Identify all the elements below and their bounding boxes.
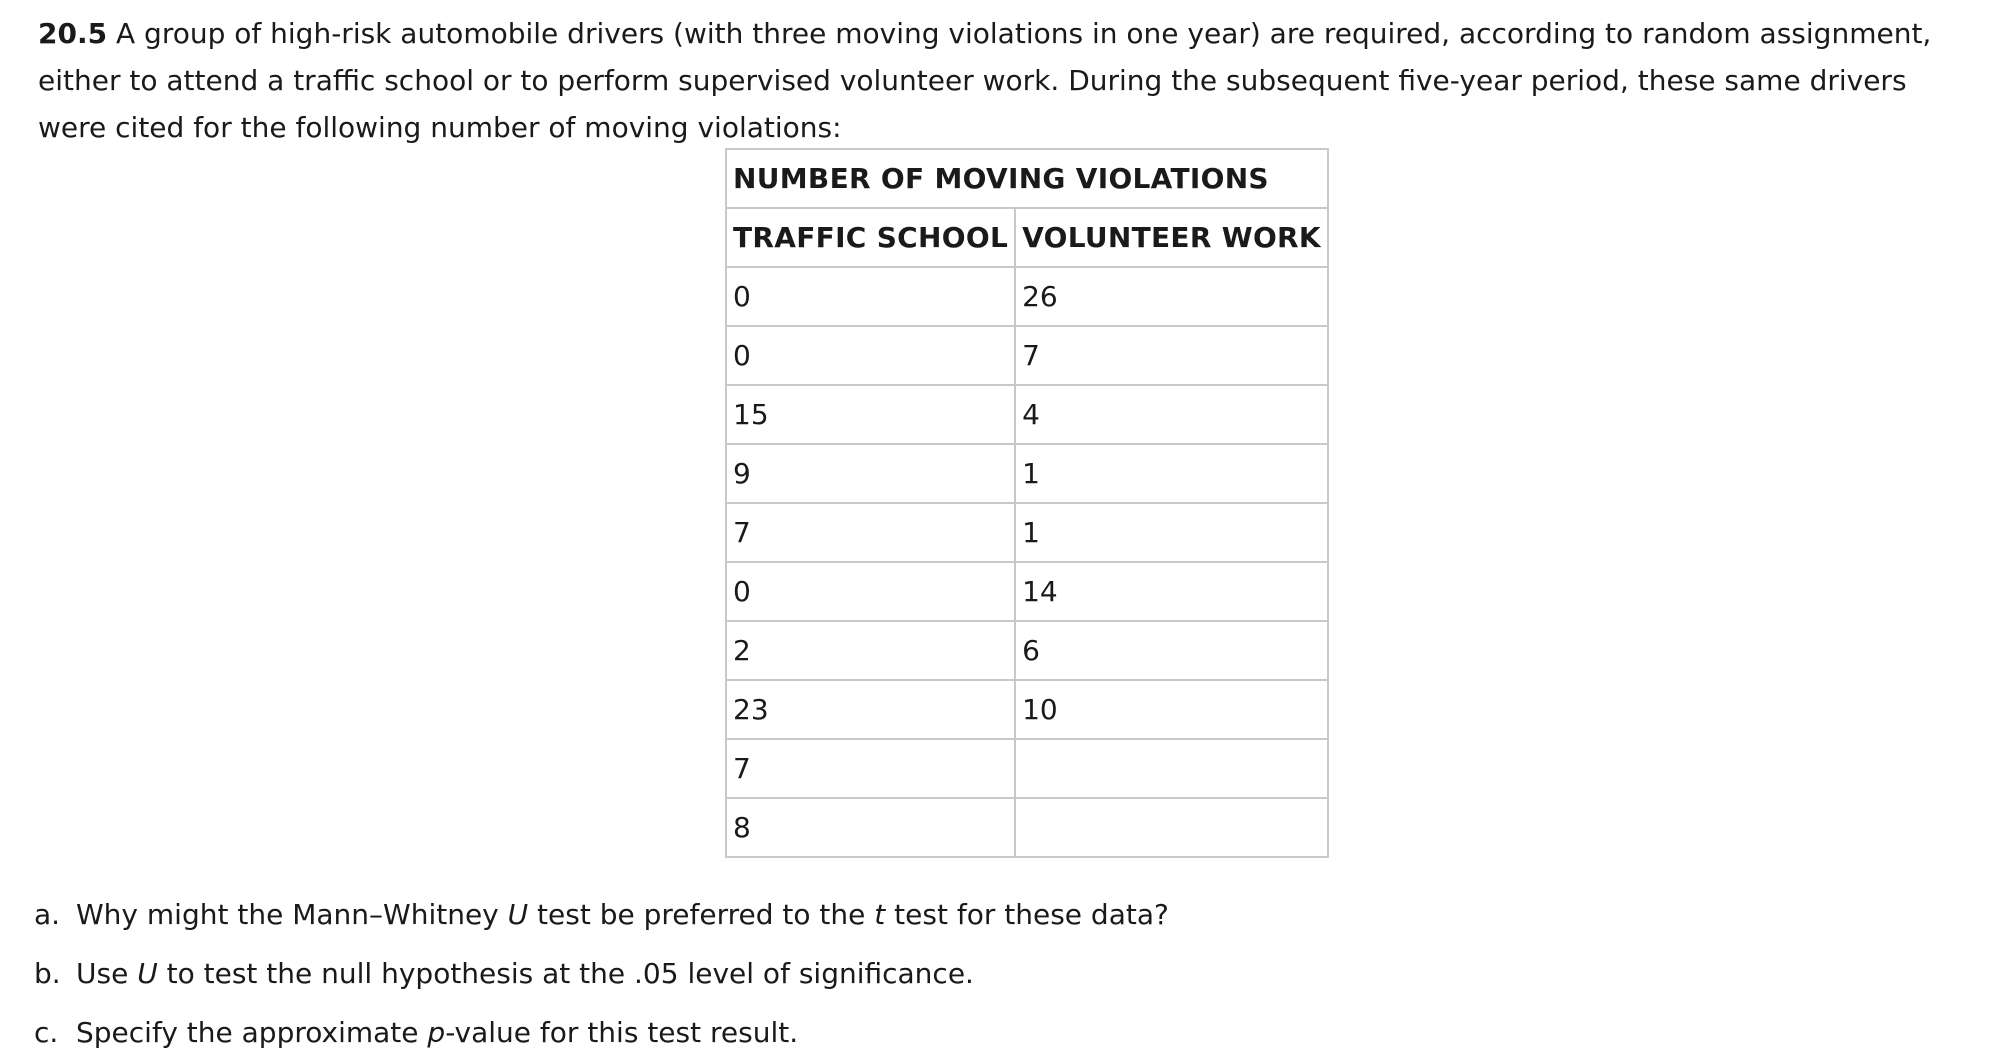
table-row xyxy=(726,680,1328,739)
traffic-school-cell: 7 xyxy=(726,739,1015,798)
volunteer-work-cell: 1 xyxy=(1015,444,1328,503)
table-row xyxy=(726,798,1328,857)
volunteer-work-cell: 14 xyxy=(1015,562,1328,621)
question-symbol: p xyxy=(427,1016,446,1049)
traffic-school-cell: 2 xyxy=(726,621,1015,680)
table-row xyxy=(726,326,1328,385)
volunteer-work-cell: 10 xyxy=(1015,680,1328,739)
traffic-school-cell: 15 xyxy=(726,385,1015,444)
table-caption: NUMBER OF MOVING VIOLATIONS xyxy=(726,149,1328,208)
traffic-school-cell: 9 xyxy=(726,444,1015,503)
traffic-school-cell: 8 xyxy=(726,798,1015,857)
table-row xyxy=(726,444,1328,503)
table-row xyxy=(726,503,1328,562)
volunteer-work-cell xyxy=(1015,798,1328,857)
question-list xyxy=(34,885,1169,1062)
table-row xyxy=(726,562,1328,621)
question-text: Why might the Mann–Whitney xyxy=(76,898,508,931)
question-symbol: U xyxy=(507,898,529,931)
traffic-school-cell: 0 xyxy=(726,326,1015,385)
violations-table xyxy=(725,148,1329,858)
volunteer-work-cell: 7 xyxy=(1015,326,1328,385)
question-text: Use xyxy=(76,957,138,990)
question-symbol: U xyxy=(137,957,158,990)
traffic-school-cell: 7 xyxy=(726,503,1015,562)
question-text: test for these data? xyxy=(885,898,1169,931)
question-text: -value for this test result. xyxy=(445,1016,799,1049)
question-label: a. xyxy=(34,898,61,931)
header-traffic-school: TRAFFIC SCHOOL xyxy=(726,208,1015,267)
traffic-school-cell: 23 xyxy=(726,680,1015,739)
question-text: test be preferred to the xyxy=(528,898,875,931)
problem-number: 20.5 xyxy=(38,17,108,50)
question-label: b. xyxy=(34,957,61,990)
header-volunteer-work: VOLUNTEER WORK xyxy=(1015,208,1328,267)
question-symbol: t xyxy=(874,898,886,931)
question-item xyxy=(34,944,1169,1003)
volunteer-work-cell xyxy=(1015,739,1328,798)
table-row xyxy=(726,267,1328,326)
question-label: c. xyxy=(34,1016,59,1049)
table-header-row xyxy=(726,208,1328,267)
volunteer-work-cell: 26 xyxy=(1015,267,1328,326)
problem-text: A group of high-risk automobile drivers (with three moving violations in one year) are required, according to random assignment, either to attend a traffic school or to perform supervised volunteer work. During the subsequent five-year period, these same drivers were cited for the following number of moving violations: xyxy=(38,17,1932,144)
table-row xyxy=(726,385,1328,444)
table-row xyxy=(726,739,1328,798)
question-item xyxy=(34,1003,1169,1062)
question-text: to test the null hypothesis at the .05 level of significance. xyxy=(157,957,974,990)
table-row xyxy=(726,621,1328,680)
question-text: Specify the approximate xyxy=(76,1016,428,1049)
table-caption-row xyxy=(726,149,1328,208)
question-item xyxy=(34,885,1169,944)
traffic-school-cell: 0 xyxy=(726,267,1015,326)
volunteer-work-cell: 6 xyxy=(1015,621,1328,680)
volunteer-work-cell: 1 xyxy=(1015,503,1328,562)
volunteer-work-cell: 4 xyxy=(1015,385,1328,444)
traffic-school-cell: 0 xyxy=(726,562,1015,621)
problem-statement xyxy=(38,10,1968,151)
